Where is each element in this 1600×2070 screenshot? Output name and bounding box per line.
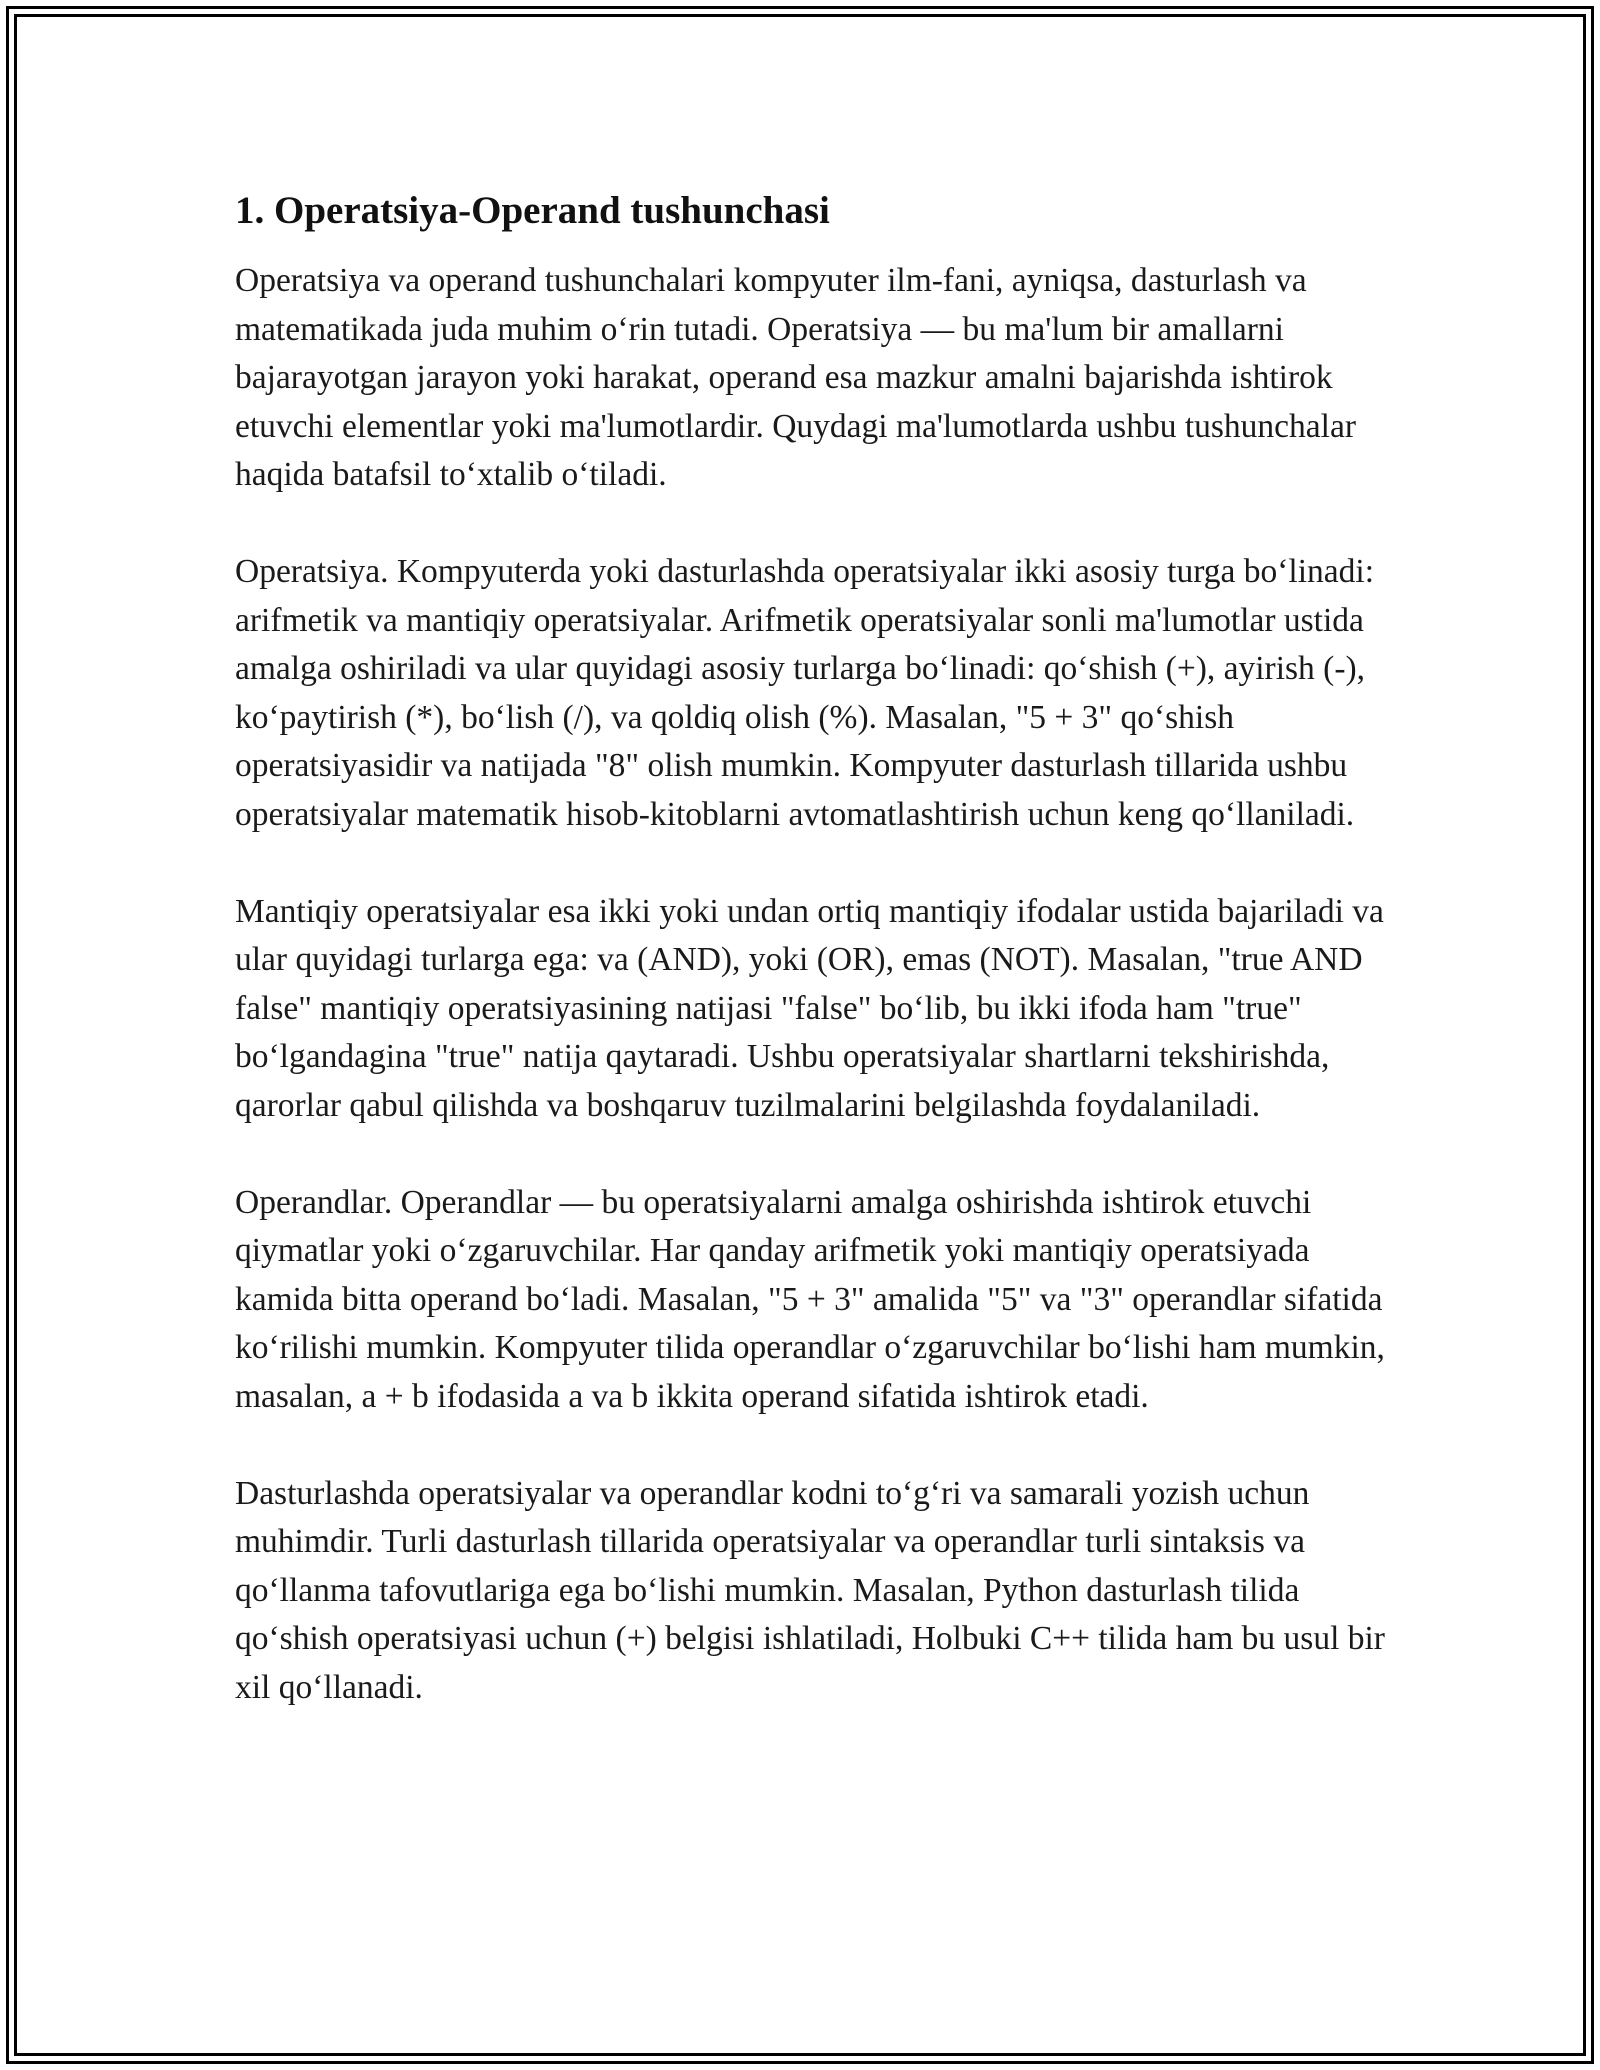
page-title: 1. Operatsiya-Operand tushunchasi bbox=[235, 189, 830, 232]
paragraph-operatsiya: Operatsiya. Kompyuterda yoki dasturlashda operatsiyalar ikki asosiy turga bo‘linadi: arifmetik va mantiqiy operatsiyalar. Arifmetik operatsiyalar sonli ma'lumotlar ustida amalga oshiriladi va ular quyidagi asosiy turlarga bo‘linadi: qo‘shish (+), ayirish (-), ko‘paytirish (*), bo‘lish (/), va qoldiq olish (%). Masalan, "5 + 3" qo‘shish operatsiyasidir va natijada "8" olish mumkin. Kompyuter dasturlash tillarida ushbu operatsiyalar matematik hisob-kitoblarni avtomatlashtirish uchun keng qo‘llaniladi. bbox=[235, 553, 1375, 833]
document-body bbox=[235, 185, 1385, 1761]
paragraph-intro: Operatsiya va operand tushunchalari kompyuter ilm-fani, ayniqsa, dasturlash va matematikada juda muhim o‘rin tutadi. Operatsiya — bu ma'lum bir amallarni bajarayotgan jarayon yoki harakat, operand esa mazkur amalni bajarishda ishtirok etuvchi elementlar yoki ma'lumotlardir. Quydagi ma'lumotlarda ushbu tushunchalar haqida batafsil to‘xtalib o‘tiladi. bbox=[235, 262, 1357, 493]
paragraph-operandlar: Operandlar. Operandlar — bu operatsiyalarni amalga oshirishda ishtirok etuvchi qiymatlar yoki o‘zgaruvchilar. Har qanday arifmetik yoki mantiqiy operatsiyada kamida bitta operand bo‘ladi. Masalan, "5 + 3" amalida "5" va "3" operandlar sifatida ko‘rilishi mumkin. Kompyuter tilida operandlar o‘zgaruvchilar bo‘lishi ham mumkin, masalan, a + b ifodasida a va b ikkita operand sifatida ishtirok etadi. bbox=[235, 1183, 1385, 1415]
paragraph-dasturlash: Dasturlashda operatsiyalar va operandlar kodni to‘g‘ri va samarali yozish uchun muhimdir. Turli dasturlash tillarida operatsiyalar va operandlar turli sintaksis va qo‘llanma tafovutlariga ega bo‘lishi mumkin. Masalan, Python dasturlash tilida qo‘shish operatsiyasi uchun (+) belgisi ishlatiladi, Holbuki C++ tilida ham bu usul bir xil qo‘llanadi. bbox=[235, 1474, 1385, 1706]
paragraph-mantiqiy: Mantiqiy operatsiyalar esa ikki yoki undan ortiq mantiqiy ifodalar ustida bajariladi va ular quyidagi turlarga ega: va (AND), yoki (OR), emas (NOT). Masalan, "true AND false" mantiqiy operatsiyasining natijasi "false" bo‘lib, bu ikki ifoda ham "true" bo‘lgandagina "true" natija qaytaradi. Ushbu operatsiyalar shartlarni tekshirishda, qarorlar qabul qilishda va boshqaruv tuzilmalarini belgilashda foydalaniladi. bbox=[235, 892, 1384, 1124]
